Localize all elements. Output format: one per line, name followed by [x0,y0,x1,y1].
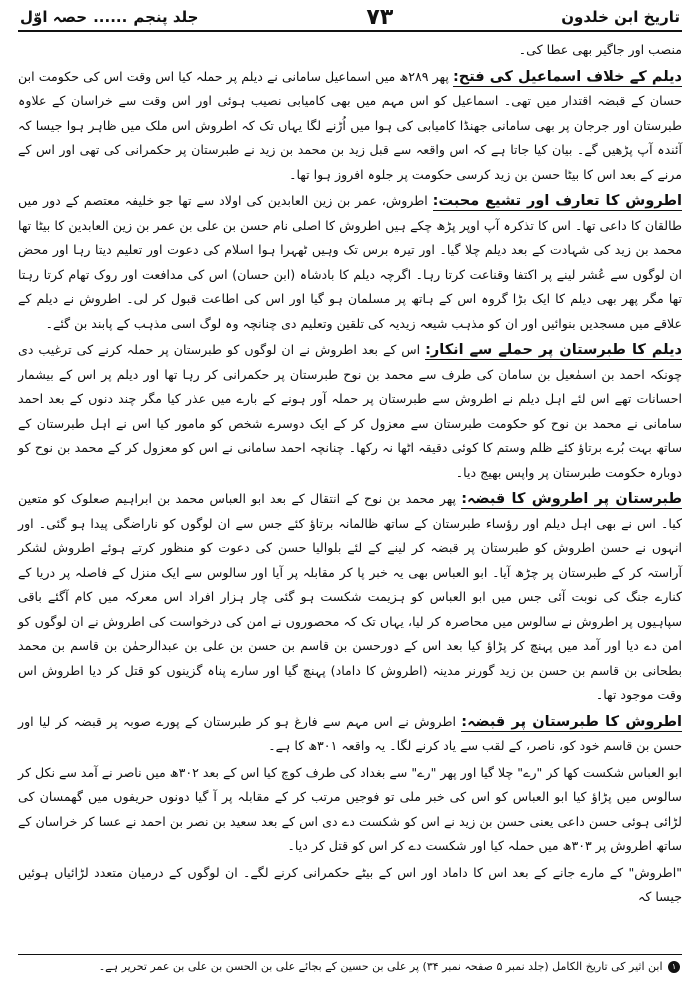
section-heading: دیلم کے خلاف اسماعیل کی فتح: [452,68,682,85]
paragraph [18,710,682,759]
section-heading: طبرستان پر اطروش کا قبضہ: [461,491,682,507]
running-header [18,4,682,32]
paragraph-text: اس کے بعد اطروش نے ان لوگوں کو طبرستان پر حملہ کرنے کی ترغیب دی چونکہ احمد بن اسمٰعیل بن سامان کی طرف سے محمد بن نوح طبرستان پر حکمرانی کر رہا تھا اور دیلم پر اس کے بیشمار احسانات تھے اس لئے اہل دیلم نے اطروش سے طبرستان پر حملہ آور ہونے کے بارے میں عذر کیا مگر چند دنوں کے بعد احمد سامانی نے محمد بن نوح کو حکومت طبرستان سے معزول کر کے ایک دوسرے شخص کو مامور کیا اس نے اہل طبرستان کے ساتھ بہت بُرے برتاؤ کئے ظلم وستم کا کوئی دقیقہ اٹھا نہ رکھا۔ چنانچہ احمد سامانی نے اس کو معزول کر کے محمد بن نوح کو دوبارہ حکومت طبرستان پر واپس بھیج دیا۔ [18,342,682,480]
paragraph-text: پھر محمد بن نوح کے انتقال کے بعد ابو العباس محمد بن ابراہیم صعلوک کو متعین کیا۔ اس نے بھی اہل دیلم اور رؤساء طبرستان کے ساتھ ظالمانہ برتاؤ کئے جس سے ان لوگوں کو ناراضگی پیدا ہو گئی۔ اور انہوں نے حسن اطروش کو طبرستان پر قبضہ کر لینے کے لئے بلوالیا حسن کی دعوت کو منظور کرتے ہوئے اطروش لشکر آراستہ کر کے طبرستان پر چڑھ آیا۔ ابو العباس بھی یہ خبر پا کر مقابلہ پر آیا اور سالوس سے ایک منزل کے فاصلہ پر دریا کے کنارے جنگ کی نوبت آئی جس میں ابو العباس کو ہزیمت شکست ہو گئی چار ہزار افراد اس معرکہ میں کام آگئے باقی سپاہیوں پر اطروش نے سالوس میں محاصرہ کر لیا، یہاں تک کہ محصوروں نے امن کی درخواست کی اطروش نے ان لوگوں کو امن دے دیا اور آمد میں پہنچ کر پڑاؤ کیا بعد اس کے دورحسن بن قاسم بن حسن بن علی بن عبدالرحمٰن بن قاسم بن محمد بطحانی بن قاسم بن حسن بن زید گورنر مدینہ (اطروش کا داماد) پہنچ گیا اور سارے پناہ گزینوں کو قتل کر دیا اطروش اس وقت موجود تھا۔ [18,491,682,702]
paragraph [18,761,682,859]
section-heading: دیلم کا طبرستان پر حملے سے انکار: [425,342,682,358]
paragraph [18,861,682,910]
section-heading: اطروش کا طبرستان پر قبضہ: [461,713,682,730]
volume-label: جلد پنجم [133,8,199,26]
footnote-text: ابن اثیر کی تاریخ الکامل (جلد نمبر ۵ صفحہ نمبر ۳۴) پر علی بن حسین کے بجائے علی بن الحسن بن علی بن عمر تحریر ہے۔ [98,960,663,973]
paragraph-text: منصب اور جاگیر بھی عطا کی۔ [518,42,682,57]
paragraph [18,338,682,485]
paragraph [18,38,682,63]
footnote-divider [18,954,682,955]
book-title: تاریخ ابن خلدون [561,8,680,26]
paragraph-text: پھر ۲۸۹ھ میں اسماعیل سامانی نے دیلم پر حملہ کیا اس وقت اس کی حکومت ابن حسان کے قبضہ اقتدار میں تھی۔ اسماعیل کو اس مہم میں بھی کامیابی نصیب ہوئی اور اس وقت سے خراسان کے علاوہ طبرستان اور جرجان پر بھی سامانی جھنڈا کامیابی کی ہوا میں اُڑنے لگا یہاں تک کہ اطروش اس ملک میں ظاہر ہوا جیسا کہ آئندہ آپ پڑھیں گے۔ بیان کیا جاتا ہے کہ اس واقعہ سے قبل زید بن محمد بن زید نے طبرستان پر حکمرانی کی تھی اور اس کے مرنے کے بعد اس کا بیٹا حسن بن زید کرسی حکومت پر جلوہ افروز ہوا تھا۔ [18,68,682,182]
footnote-marker: ۱ [668,961,680,973]
paragraph-text: اطروش، عمر بن زین العابدین کی اولاد سے تھا جو خلیفہ معتصم کے دور میں طالقان کا داعی تھا۔ اس کا تذکرہ آپ اوپر پڑھ چکے ہیں اطروش کا اصلی نام حسن بن علی بن عمر بن زین العابدین کا بیٹا تھا محمد بن زید کی شہادت کے بعد دیلم چلا گیا۔ اور تیرہ برس تک وہیں ٹھہرا ہوا اسلام کی دعوت اور تعلیم دیتا رہا اور محض ان لوگوں سے عُشر لینے پر اکتفا وقناعت کرتا رہا۔ اگرچہ دیلم کا بادشاہ (ابن حسان) اس کی مدافعت اور روک تھام کرتا رہتا تھا مگر پھر بھی دیلم کا ایک بڑا گروہ اس کے ہاتھ پر مسلمان ہو گیا اور اس کی اطاعت قبول کر لی۔ اطروش نے دیلم کے علاقے میں مسجدیں بنوائیں اور ان کو مذہب شیعہ زیدیہ کی تلقین وتعلیم دی چنانچہ وہ لوگ اسی مذہب کے پابند بن گئے۔ [18,193,682,331]
paragraph-text: "اطروش" کے مارے جانے کے بعد اس کا داماد اور اس کے بیٹے حکمرانی کرنے لگے۔ ان لوگوں کے درمیان متعدد لڑائیاں ہوئیں جیسا کہ [18,864,682,904]
section-heading: اطروش کا تعارف اور تشیع محبت: [432,193,682,209]
volume-info [20,8,198,26]
paragraph-text: ابو العباس شکست کھا کر "رے" چلا گیا اور پھر "رے" سے بغداد کی طرف کوچ کیا اس کے بعد ۳۰۲ھ میں ناصر نے آمد سے نکل کر سالوس میں پڑاؤ کیا ابو العباس کو اس کی خبر ملی تو فوجیں مرتب کر کے مقابلہ پر آ گیا دونوں حریفوں میں گھمسان کی لڑائی ہوئی حسن داعی یعنی حسن بن زید نے اس کو شکست دے دی اس کے بعد سعید بن نصر بن احمد نے عسا کر خراسان کے ساتھ اطروش پر ۳۰۳ھ میں حملہ کیا اور شکست دے کر اس کو قتل کر دیا۔ [18,764,682,853]
paragraph [18,65,682,188]
paragraph [18,487,682,708]
page-body [18,38,682,910]
footnote [18,958,682,976]
paragraph [18,189,682,336]
part-label: حصہ اوّل [20,8,88,26]
page-number: ۷۳ [366,4,394,30]
paragraph-text: اطروش نے اس مہم سے فارغ ہو کر طبرستان کے پورے صوبہ پر قبضہ کر لیا اور حسن بن قاسم خود کو، ناصر، کے لقب سے یاد کرنے لگا۔ یہ واقعہ ۳۰۱ھ کا ہے۔ [18,713,682,753]
volume-separator: ...... [93,8,128,26]
